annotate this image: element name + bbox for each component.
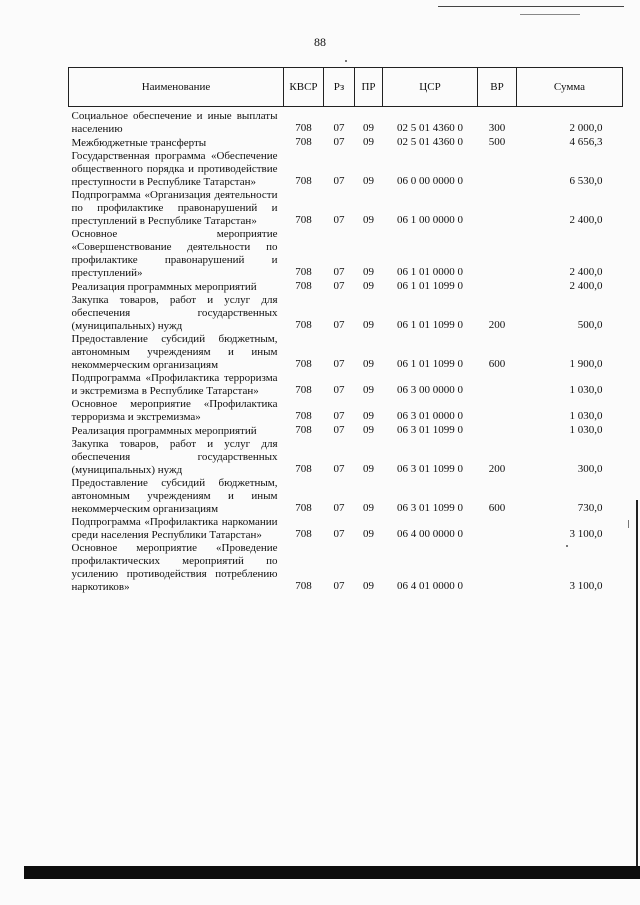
table-row [69, 516, 623, 542]
row-kvsr: 708 [295, 136, 312, 148]
row-name: Предоставление субсидий бюджетным, автономным учреждениям и иным некоммерческим организациям [71, 333, 278, 371]
header-pr: ПР [355, 68, 383, 107]
row-kvsr: 708 [295, 528, 312, 540]
row-sum: 1 030,0 [569, 410, 603, 422]
table-row [69, 438, 623, 477]
row-sum: 300,0 [577, 463, 603, 475]
table-row [69, 398, 623, 424]
row-pr: 09 [363, 528, 374, 540]
row-pr: 09 [363, 463, 374, 475]
row-sum: 1 030,0 [569, 384, 603, 396]
row-csr: 06 3 01 1099 0 [397, 424, 463, 436]
row-rz: 07 [333, 175, 345, 187]
header-name: Наименование [69, 68, 284, 107]
row-rz: 07 [333, 410, 345, 422]
row-vr [478, 228, 517, 280]
row-name: Государственная программа «Обеспечение общественного порядка и противодействие преступности в Республике Татарстан» [71, 150, 278, 188]
row-name: Социальное обеспечение и иные выплаты населению [71, 110, 278, 135]
row-sum: 730,0 [577, 502, 603, 514]
row-kvsr: 708 [295, 122, 312, 134]
table-row [69, 280, 623, 294]
row-vr: 600 [488, 358, 506, 370]
scan-speck [345, 60, 347, 62]
row-rz: 07 [333, 580, 345, 592]
row-vr [478, 424, 517, 438]
row-csr: 06 1 01 1099 0 [397, 319, 463, 331]
row-pr: 09 [363, 175, 374, 187]
table-row [69, 150, 623, 189]
table-row [69, 424, 623, 438]
header-kvsr: КВСР [284, 68, 324, 107]
row-rz: 07 [333, 319, 345, 331]
row-name: Предоставление субсидий бюджетным, автономным учреждениям и иным некоммерческим организациям [71, 477, 278, 515]
row-pr: 09 [363, 122, 374, 134]
row-rz: 07 [333, 266, 345, 278]
row-name: Реализация программных мероприятий [71, 425, 257, 437]
row-pr: 09 [363, 358, 374, 370]
row-kvsr: 708 [295, 175, 312, 187]
scan-speck [628, 520, 629, 528]
row-rz: 07 [333, 358, 345, 370]
row-name: Основное мероприятие «Профилактика терроризма и экстремизма» [71, 398, 278, 423]
row-kvsr: 708 [295, 319, 312, 331]
row-kvsr: 708 [295, 410, 312, 422]
row-kvsr: 708 [295, 384, 312, 396]
row-pr: 09 [363, 280, 374, 292]
scan-edge-line [636, 500, 638, 870]
row-csr: 06 4 01 0000 0 [397, 580, 463, 592]
row-pr: 09 [363, 214, 374, 226]
row-csr: 06 4 00 0000 0 [397, 528, 463, 540]
row-vr [478, 280, 517, 294]
table-row [69, 477, 623, 516]
row-vr: 200 [488, 463, 506, 475]
table-row [69, 228, 623, 280]
row-sum: 3 100,0 [569, 580, 603, 592]
header-vr: ВР [478, 68, 517, 107]
header-rz: Рз [324, 68, 355, 107]
row-kvsr: 708 [295, 280, 312, 292]
row-vr [478, 398, 517, 424]
row-csr: 06 3 01 1099 0 [397, 502, 463, 514]
row-vr [478, 189, 517, 228]
row-name: Межбюджетные трансферты [71, 137, 207, 149]
row-name: Основное мероприятие «Совершенствование деятельности по профилактике правонарушений и преступлений» [71, 228, 278, 279]
row-pr: 09 [363, 384, 374, 396]
row-pr: 09 [363, 424, 374, 436]
scan-artifact-dash [520, 14, 580, 15]
row-rz: 07 [333, 136, 345, 148]
row-pr: 09 [363, 266, 374, 278]
table-row [69, 107, 623, 137]
row-csr: 02 5 01 4360 0 [397, 122, 463, 134]
row-rz: 07 [333, 384, 345, 396]
header-csr: ЦСР [383, 68, 478, 107]
table-row [69, 542, 623, 594]
row-kvsr: 708 [295, 424, 312, 436]
row-rz: 07 [333, 463, 345, 475]
row-pr: 09 [363, 580, 374, 592]
row-pr: 09 [363, 136, 374, 148]
table-row [69, 136, 623, 150]
row-sum: 4 656,3 [569, 136, 603, 148]
row-rz: 07 [333, 424, 345, 436]
row-kvsr: 708 [295, 580, 312, 592]
row-name: Закупка товаров, работ и услуг для обеспечения государственных (муниципальных) нужд [71, 294, 278, 332]
table-row [69, 294, 623, 333]
row-csr: 06 0 00 0000 0 [397, 175, 463, 187]
row-csr: 06 1 01 1099 0 [397, 358, 463, 370]
row-vr [478, 150, 517, 189]
row-csr: 06 1 01 0000 0 [397, 266, 463, 278]
row-vr [478, 516, 517, 542]
header-sum: Сумма [517, 68, 623, 107]
row-kvsr: 708 [295, 463, 312, 475]
page-number: 88 [314, 35, 326, 49]
row-csr: 06 1 00 0000 0 [397, 214, 463, 226]
row-pr: 09 [363, 410, 374, 422]
row-sum: 500,0 [577, 319, 603, 331]
row-kvsr: 708 [295, 502, 312, 514]
row-csr: 02 5 01 4360 0 [397, 136, 463, 148]
row-sum: 3 100,0 [569, 528, 603, 540]
row-csr: 06 3 01 1099 0 [397, 463, 463, 475]
row-csr: 06 3 00 0000 0 [397, 384, 463, 396]
row-rz: 07 [333, 214, 345, 226]
scan-bottom-bar [24, 866, 640, 879]
row-sum: 2 400,0 [569, 280, 603, 292]
table-row [69, 189, 623, 228]
row-sum: 2 400,0 [569, 214, 603, 226]
row-csr: 06 3 01 0000 0 [397, 410, 463, 422]
row-sum: 6 530,0 [569, 175, 603, 187]
row-name: Подпрограмма «Профилактика терроризма и экстремизма в Республике Татарстан» [71, 372, 278, 397]
row-vr: 300 [488, 122, 506, 134]
row-vr [478, 372, 517, 398]
row-vr: 500 [488, 136, 506, 148]
row-vr: 600 [488, 502, 506, 514]
row-name: Основное мероприятие «Проведение профилактических мероприятий по усилению противодействия потреблению наркотиков» [71, 542, 278, 593]
scan-artifact-line [438, 6, 624, 7]
table-header-row [69, 68, 623, 107]
scan-speck [566, 545, 568, 547]
row-sum: 1 900,0 [569, 358, 603, 370]
row-kvsr: 708 [295, 358, 312, 370]
table-row [69, 333, 623, 372]
row-csr: 06 1 01 1099 0 [397, 280, 463, 292]
row-rz: 07 [333, 280, 345, 292]
row-kvsr: 708 [295, 266, 312, 278]
row-name: Подпрограмма «Профилактика наркомании среди населения Республики Татарстан» [71, 516, 278, 541]
row-rz: 07 [333, 122, 345, 134]
row-name: Закупка товаров, работ и услуг для обеспечения государственных (муниципальных) нужд [71, 438, 278, 476]
row-rz: 07 [333, 502, 345, 514]
row-rz: 07 [333, 528, 345, 540]
row-kvsr: 708 [295, 214, 312, 226]
row-sum: 2 000,0 [569, 122, 603, 134]
table-row [69, 372, 623, 398]
row-name: Реализация программных мероприятий [71, 281, 257, 293]
budget-table [68, 67, 623, 594]
row-pr: 09 [363, 319, 374, 331]
row-pr: 09 [363, 502, 374, 514]
row-sum: 1 030,0 [569, 424, 603, 436]
row-sum: 2 400,0 [569, 266, 603, 278]
row-vr: 200 [488, 319, 506, 331]
row-vr [478, 542, 517, 594]
row-name: Подпрограмма «Организация деятельности по профилактике правонарушений и преступлений в Республике Татарстан» [71, 189, 278, 227]
